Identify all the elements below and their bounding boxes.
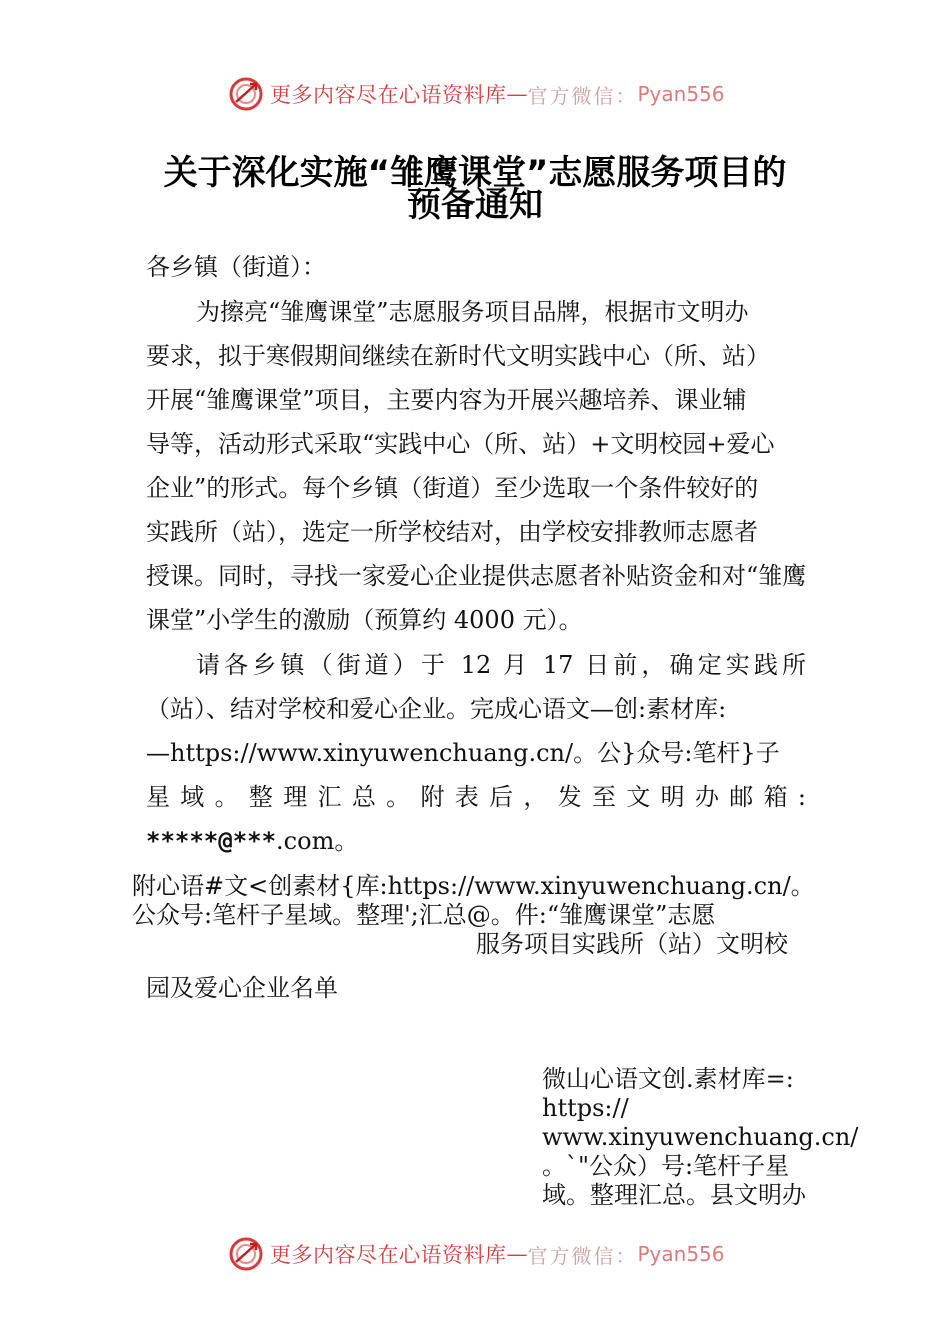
bottom-banner	[228, 1234, 728, 1274]
banner-official-label: 官方微信：	[527, 1243, 638, 1268]
email-line	[146, 826, 358, 856]
para1-line: 实践所（站），选定一所学校结对，由学校安排教师志愿者	[146, 518, 758, 546]
para1-line: 要求，拟于寒假期间继续在新时代文明实践中心（所、站）	[146, 342, 770, 370]
attachment-line: 服务项目实践所（站）文明校	[476, 930, 788, 958]
banner-separator: —	[506, 1242, 528, 1266]
email-suffix: .com。	[276, 827, 359, 855]
para1-line: 企业”的形式。每个乡镇（街道）至少选取一个条件较好的	[146, 474, 759, 502]
attachment-line: 公众号:笔杆子星域。整理';汇总@。件:“雏鹰课堂”志愿	[132, 901, 716, 929]
banner-wechat-id: Pyan556	[637, 82, 725, 106]
banner-slogan: 更多内容尽在心语资料库	[270, 83, 507, 107]
salutation: 各乡镇（街道）：	[146, 253, 326, 281]
para2-line: 请各乡镇（街道）于 12 月 17 日前，确定实践所	[196, 651, 806, 679]
para2-line: （站）、结对学校和爱心企业。完成心语文—创:素材库:	[146, 695, 727, 723]
email-mask: *****@***	[146, 827, 277, 855]
signature-line: 域。整理汇总。县文明办	[542, 1181, 806, 1209]
page-title-line1: 关于深化实施“雏鹰课堂”志愿服务项目的	[163, 153, 787, 193]
para1-line: 授课。同时，寻找一家爱心企业提供志愿者补贴资金和对“雏鹰	[146, 562, 807, 590]
banner-official-label: 官方微信：	[527, 83, 638, 108]
brand-logo-icon	[228, 76, 264, 112]
signature-line: 。`"公众）号:笔杆子星	[542, 1152, 790, 1180]
page-title-line2: 预备通知	[407, 185, 543, 225]
para1-line: 课堂”小学生的激励（预算约 4000 元）。	[146, 606, 583, 634]
banner-slogan: 更多内容尽在心语资料库	[270, 1243, 507, 1267]
banner-wechat-id: Pyan556	[637, 1242, 725, 1266]
para2-line: —https://www.xinyuwenchuang.cn/。公}众号:笔杆}子	[146, 739, 780, 767]
attachment-line: 附心语#文<创素材{库:https://www.xinyuwenchuang.cn/。	[132, 872, 815, 900]
signature-line: www.xinyuwenchuang.cn/	[542, 1123, 859, 1151]
signature-line: 微山心语文创.素材库=:	[542, 1065, 794, 1093]
para1-line: 开展“雏鹰课堂”项目，主要内容为开展兴趣培养、课业辅	[146, 386, 747, 414]
banner-separator: —	[506, 82, 528, 106]
brand-logo-icon	[228, 1236, 264, 1272]
para1-line: 导等，活动形式采取“实践中心（所、站）+文明校园+爱心	[146, 430, 775, 458]
signature-line: https://	[542, 1094, 629, 1122]
para2-line: 星域。整理汇总。附表后，发至文明办邮箱:	[146, 783, 806, 811]
attachment-line: 园及爱心企业名单	[146, 974, 338, 1002]
top-banner	[228, 74, 728, 114]
para1-line: 为擦亮“雏鹰课堂”志愿服务项目品牌，根据市文明办	[196, 298, 749, 326]
